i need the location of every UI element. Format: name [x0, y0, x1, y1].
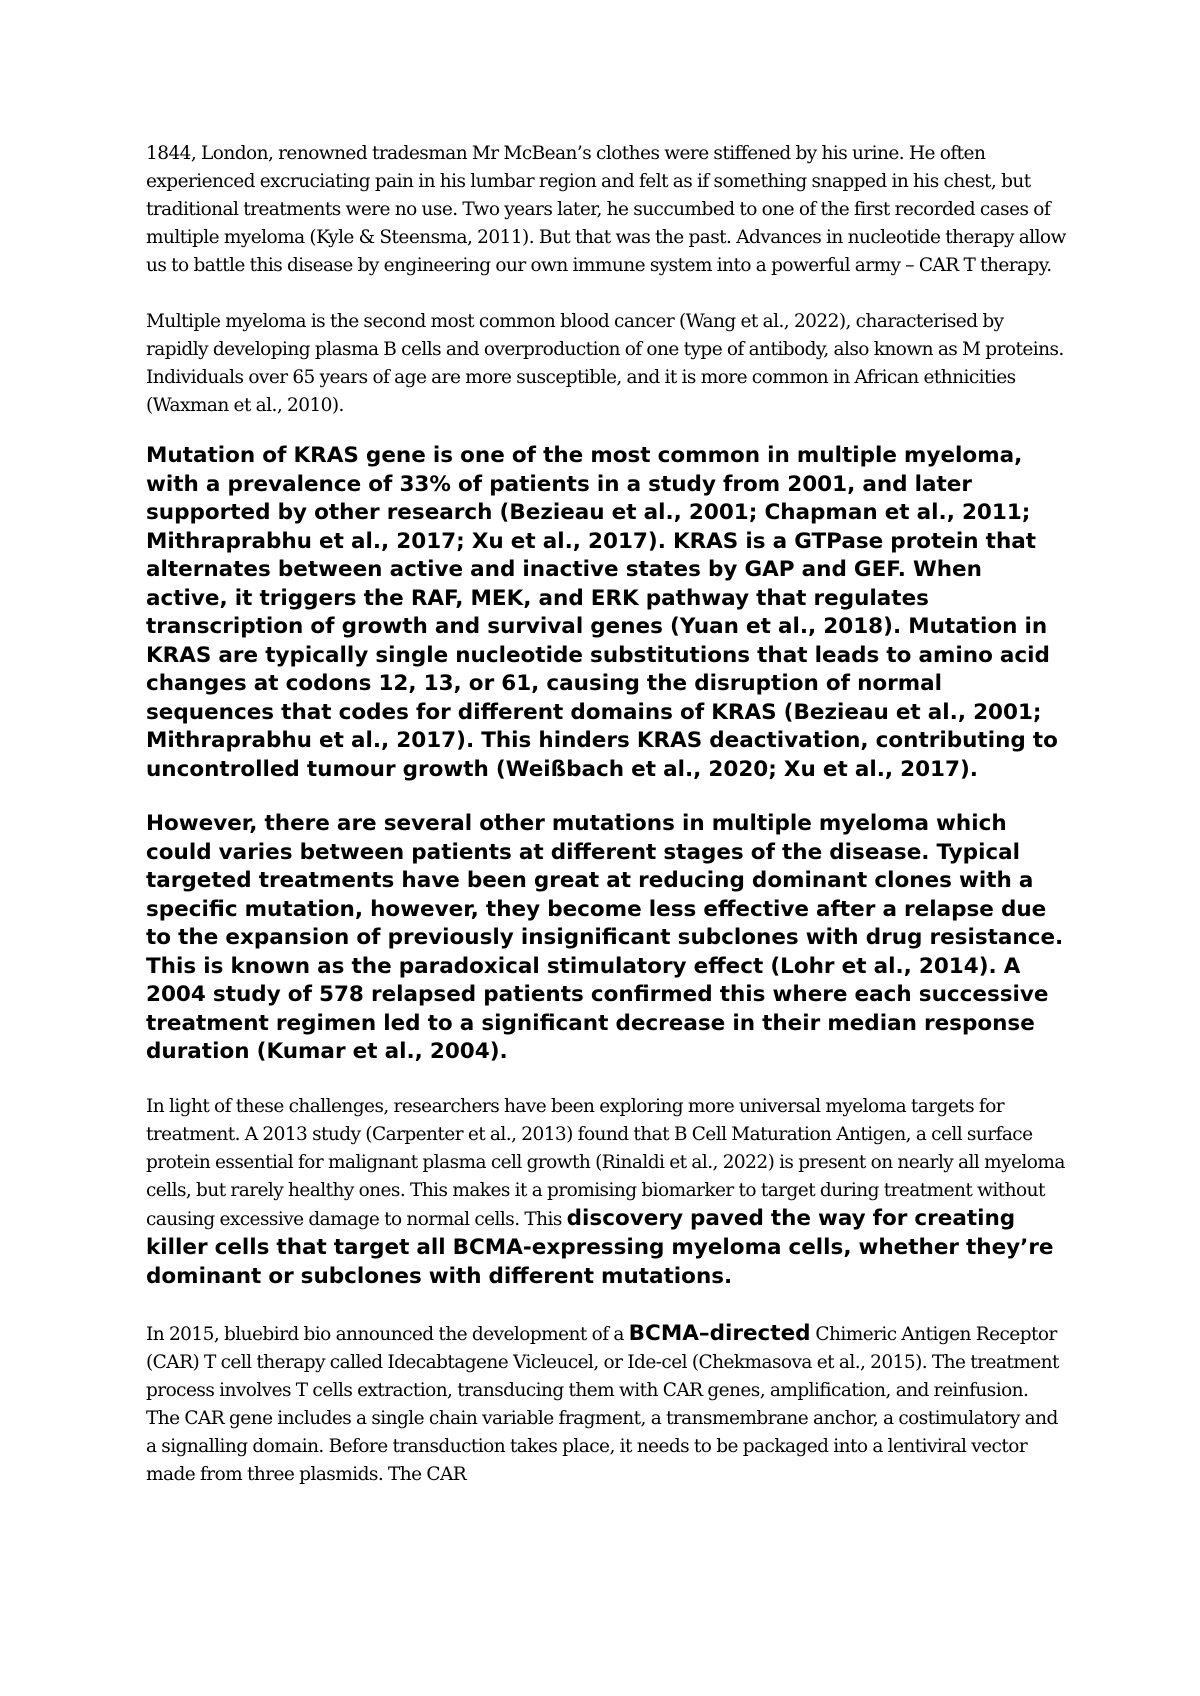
paragraph-kras-mutation: Mutation of KRAS gene is one of the most common in multiple myeloma, with a prevalence of 33% of patients in a study from 2001, and later supported by other research (Bezieau et al., 2001; Chapman et al., 2011; Mithraprabhu et al., 2017; Xu et al., 2017). KRAS is a GTPase protein that alternates between active and inactive states by GAP and GEF. When active, it triggers the RAF, MEK, and ERK pathway that regulates transcription of growth and survival genes (Yuan et al., 2018). Mutation in KRAS are typically single nucleotide substitutions that leads to amino acid changes at codons 12, 13, or 61, causing the disruption of normal sequences that codes for different domains of KRAS (Bezieau et al., 2001; Mithraprabhu et al., 2017). This hinders KRAS deactivation, contributing to uncontrolled tumour growth (Weißbach et al., 2020; Xu et al., 2017). [146, 443, 1058, 782]
document-page [146, 140, 1066, 1517]
paragraph-ide-cel-bold-text: BCMA–directed [628, 1320, 811, 1346]
paragraph-other-mutations: However, there are several other mutations in multiple myeloma which could varies between patients at different stages of the disease. Typical targeted treatments have been great at reducing dominant clones with a specific mutation, however, they become less effective after a relapse due to the expansion of previously insignificant subclones with drug resistance. This is known as the paradoxical stimulatory effect (Lohr et al., 2014). A 2004 study of 578 relapsed patients confirmed this where each successive treatment regimen led to a significant decrease in their median response duration (Kumar et al., 2004). [146, 811, 1064, 1064]
paragraph-ide-cel [146, 1320, 1066, 1489]
paragraph-intro: 1844, London, renowned tradesman Mr McBean’s clothes were stiffened by his urine. He often experienced excruciating pain in his lumbar region and felt as if something snapped in his chest, but traditional treatments were no use. Two years later, he succumbed to one of the first recorded cases of multiple myeloma (Kyle & Steensma, 2011). But that was the past. Advances in nucleotide therapy allow us to battle this disease by engineering our own immune system into a powerful army – CAR T therapy. [146, 143, 1066, 276]
paragraph-bcma-target [146, 1093, 1066, 1292]
paragraph-multiple-myeloma: Multiple myeloma is the second most common blood cancer (Wang et al., 2022), characterised by rapidly developing plasma B cells and overproduction of one type of antibody, also known as M proteins. Individuals over 65 years of age are more susceptible, and it is more common in African ethnicities (Waxman et al., 2010). [146, 311, 1064, 416]
paragraph-bcma-bold-text: discovery paved the way for creating killer cells that target all BCMA-expressing myeloma cells, whether they’re dominant or subclones with different mutations. [146, 1205, 1054, 1289]
paragraph-ide-cel-text-a: In 2015, bluebird bio announced the development of a [146, 1323, 629, 1345]
paragraph-ide-cel-text-b: Chimeric Antigen Receptor (CAR) T cell therapy called Idecabtagene Vicleucel, or Ide-cel (Chekmasova et al., 2015). The treatment process involves T cells extraction, transducing them with CAR genes, amplification, and reinfusion. The CAR gene includes a single chain variable fragment, a transmembrane anchor, a costimulatory and a signalling domain. Before transduction takes place, it needs to be packaged into a lentiviral vector made from three plasmids. The CAR [146, 1323, 1059, 1485]
paragraph-bcma-serif-text: In light of these challenges, researchers have been exploring more universal myeloma targets for treatment. A 2013 study (Carpenter et al., 2013) found that B Cell Maturation Antigen, a cell surface protein essential for malignant plasma cell growth (Rinaldi et al., 2022) is present on nearly all myeloma cells, but rarely healthy ones. This makes it a promising biomarker to target during treatment without causing excessive damage to normal cells. This [146, 1095, 1065, 1230]
